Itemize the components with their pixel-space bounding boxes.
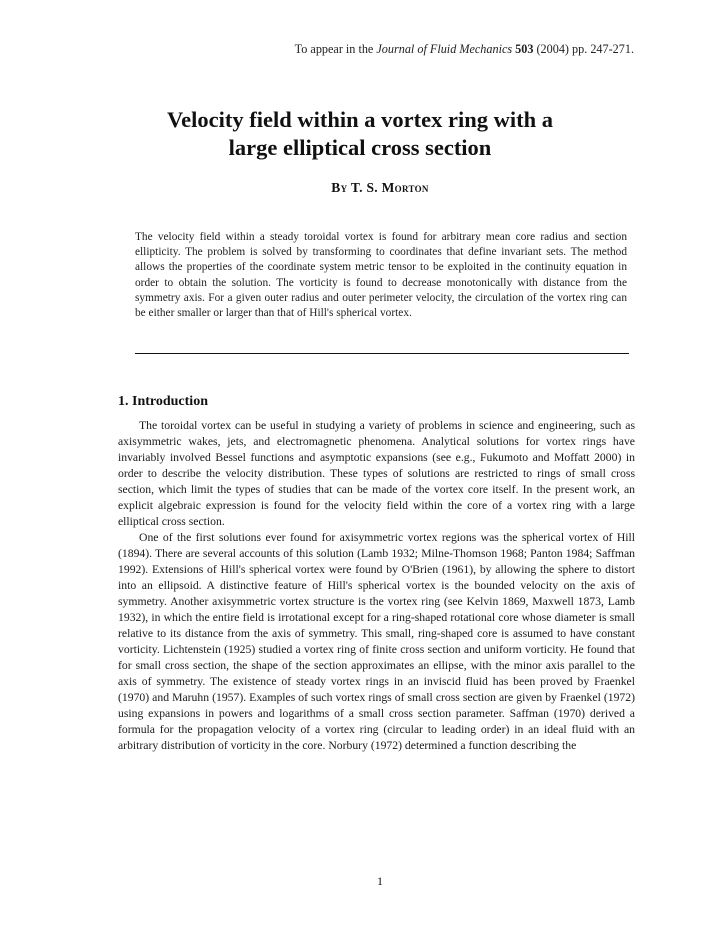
journal-citation-header [295, 42, 634, 57]
paragraph: The toroidal vortex can be useful in studying a variety of problems in science and engineering, such as axisymmetric wakes, jets, and electromagnetic phenomena. Analytical solutions for vortex rings have invariably involved Bessel functions and asymptotic expansions (see e.g., Fukumoto and Moffatt 2000) in order to describe the velocity distribution. These types of solutions are restricted to rings of small cross section, which limit the types of studies that can be made of the vortex core itself. In the present work, an explicit algebraic expression is found for the velocity field within the core of a vortex ring with a large elliptical cross section. [118, 419, 635, 528]
title-line-1: Velocity field within a vortex ring with a [166, 107, 553, 132]
introduction-body [118, 418, 635, 754]
title-line-2: large elliptical cross section [228, 135, 492, 160]
page-number: 1 [377, 874, 383, 888]
author-line: By T. S. Morton [331, 180, 429, 195]
journal-name: Journal of Fluid Mechanics [376, 42, 513, 56]
journal-volume: 503 [515, 42, 534, 56]
citation-prefix: To appear in the [294, 42, 377, 56]
section-heading-introduction: 1. Introduction [118, 394, 208, 409]
paper-title [0, 106, 720, 162]
abstract: The velocity field within a steady toroidal vortex is found for arbitrary mean core radius and section ellipticity. The problem is solved by transforming to coordinates that define invariant sets. The method allows the properties of the coordinate system metric tensor to be exploited in the continuity equation in order to obtain the solution. The vorticity is found to decrease monotonically with distance from the symmetry axis. For a given outer radius and outer perimeter velocity, the circulation of the vortex ring can be either smaller or larger than that of Hill's spherical vortex. [135, 231, 627, 320]
paragraph: One of the first solutions ever found for axisymmetric vortex regions was the spherical vortex of Hill (1894). There are several accounts of this solution (Lamb 1932; Milne-Thomson 1968; Panton 1984; Saffman 1992). Extensions of Hill's spherical vortex were found by O'Brien (1961), by allowing the sphere to distort into an ellipsoid. A distinctive feature of Hill's spherical vortex is the bounded velocity on the axis of symmetry. Another axisymmetric vortex structure is the vortex ring (see Kelvin 1869, Maxwell 1873, Lamb 1932), in which the entire field is irrotational except for a ring-shaped rotational core whose diameter is small relative to its distance from the axis of symmetry. This small, ring-shaped core is assumed to have constant vorticity. Lichtenstein (1925) studied a vortex ring of finite cross section and uniform vorticity. He found that for small cross section, the shape of the section approximates an ellipse, with the minor axis parallel to the axis of symmetry. The existence of steady vortex rings in an inviscid fluid has been proved by Fraenkel (1970) and Maruhn (1957). Examples of such vortex rings of small cross section are given by Fraenkel (1972) using expansions in powers and logarithms of a small cross section parameter. Saffman (1970) derived a formula for the propagation velocity of a vortex ring (circular to leading order) in an ideal fluid with an arbitrary distribution of vorticity in the core. Norbury (1972) determined a function describing the [118, 531, 635, 752]
abstract-divider [135, 353, 629, 354]
citation-suffix: (2004) pp. 247-271. [533, 42, 634, 56]
